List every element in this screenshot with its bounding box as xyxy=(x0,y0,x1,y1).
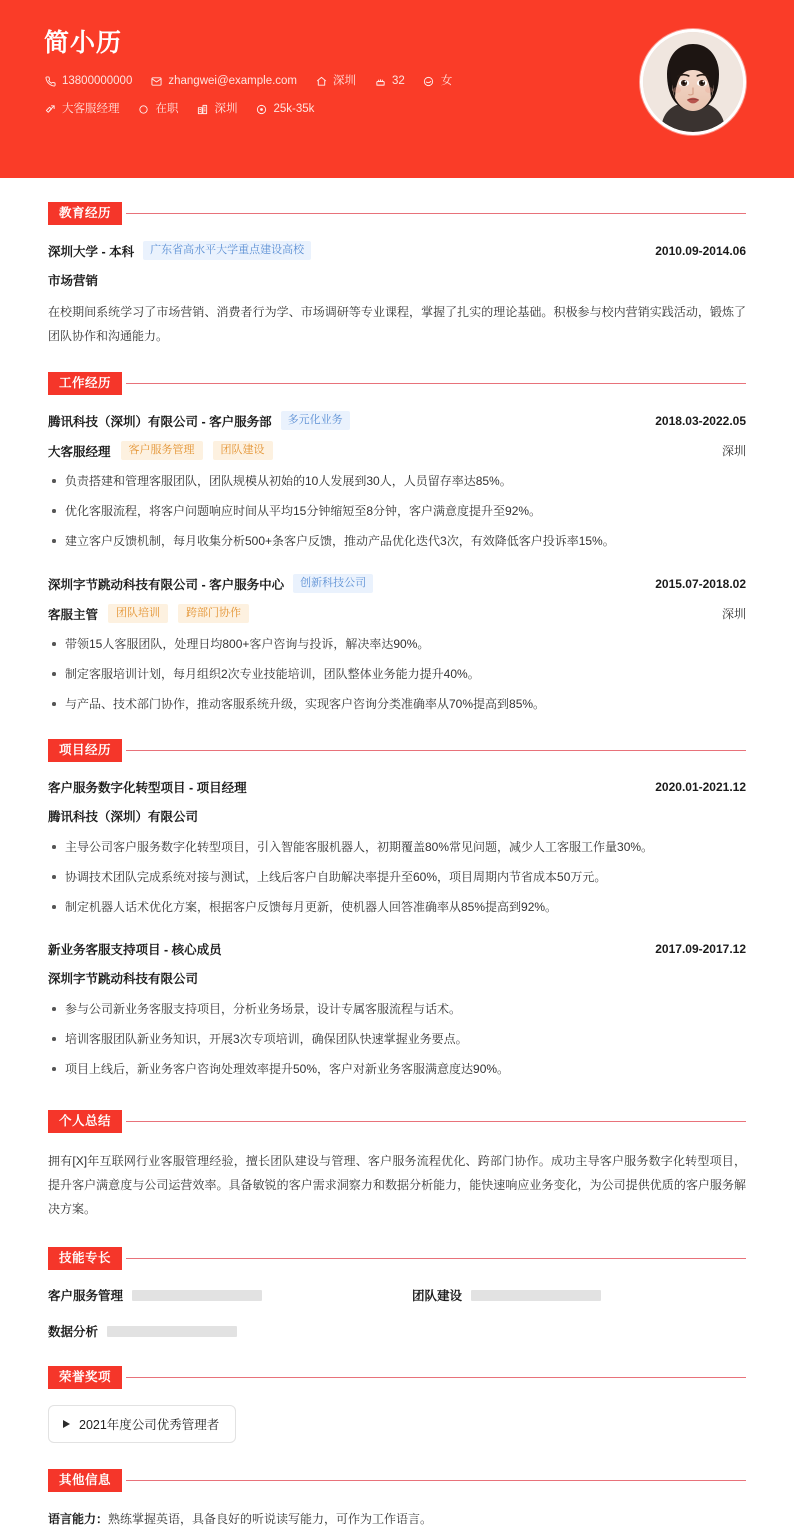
job-intent-text: 大客服经理 xyxy=(62,103,120,115)
work-company: 深圳字节跳动科技有限公司 - 客户服务中心 xyxy=(48,577,285,592)
project-date: 2017.09-2017.12 xyxy=(655,942,746,956)
section-header-projects xyxy=(48,739,746,762)
education-date: 2010.09-2014.06 xyxy=(655,243,746,258)
education-description: 在校期间系统学习了市场营销、消费者行为学、市场调研等专业课程，掌握了扎实的理论基础。积极参与校内营销实践活动，锻炼了团队协作和沟通能力。 xyxy=(48,305,746,343)
work-company: 腾讯科技（深圳）有限公司 - 客户服务部 xyxy=(48,414,272,429)
contact-phone xyxy=(44,72,132,90)
list-item: 制定客服培训计划，每月组织2次专业技能培训，团队整体业务能力提升40%。 xyxy=(48,663,746,685)
section-rule xyxy=(126,383,746,384)
section-rule xyxy=(126,750,746,751)
section-header-skills xyxy=(48,1247,746,1270)
list-item: 制定机器人话术优化方案，根据客户反馈每月更新，使机器人回答准确率从85%提高到92%。 xyxy=(48,896,746,918)
other-info-line xyxy=(48,1508,746,1530)
work-location: 深圳 xyxy=(721,607,746,621)
section-badge-work: 工作经历 xyxy=(48,372,122,395)
section-other xyxy=(48,1469,746,1530)
section-education xyxy=(48,202,746,348)
work-company-tag: 多元化业务 xyxy=(281,411,350,430)
work-skill-tag: 团队建设 xyxy=(213,441,273,460)
section-badge-education: 教育经历 xyxy=(48,202,122,225)
skill-progress-track xyxy=(471,1290,601,1301)
contact-row-primary xyxy=(44,72,624,90)
list-item: 培训客服团队新业务知识，开展3次专项培训，确保团队快速掌握业务要点。 xyxy=(48,1028,746,1050)
education-tag: 广东省高水平大学重点建设高校 xyxy=(143,241,311,260)
project-company: 深圳字节跳动科技有限公司 xyxy=(48,972,199,986)
section-rule xyxy=(126,1480,746,1481)
rocket-icon xyxy=(44,103,56,115)
work-entry-header xyxy=(48,574,746,593)
list-item: 与产品、技术部门协作，推动客服系统升级，实现客户咨询分类准确率从70%提高到85%。 xyxy=(48,693,746,715)
contact-age xyxy=(374,72,405,90)
section-work xyxy=(48,372,746,715)
avatar-portrait-icon xyxy=(643,32,743,132)
contact-gender-text: 女 xyxy=(440,75,453,87)
section-rule xyxy=(126,1377,746,1378)
list-item: 优化客服流程，将客户问题响应时间从平均15分钟缩短至8分钟，客户满意度提升至92%。 xyxy=(48,500,746,522)
section-badge-summary: 个人总结 xyxy=(48,1110,122,1133)
section-badge-skills: 技能专长 xyxy=(48,1247,122,1270)
list-item: 负责搭建和管理客服团队，团队规模从初始的10人发展到30人，人员留存率达85%。 xyxy=(48,470,746,492)
section-rule xyxy=(126,213,746,214)
contact-phone-text: 13800000000 xyxy=(62,75,133,87)
skill-progress-track xyxy=(132,1290,262,1301)
work-skill-tag: 客户服务管理 xyxy=(121,441,203,460)
work-skill-tag: 团队培训 xyxy=(108,604,168,623)
work-date: 2015.07-2018.02 xyxy=(655,576,746,591)
education-entry-left xyxy=(48,241,311,260)
expected-city xyxy=(197,100,238,118)
list-item: 参与公司新业务客服支持项目，分析业务场景，设计专属客服流程与话术。 xyxy=(48,998,746,1020)
skill-item xyxy=(412,1286,746,1304)
project-entry-header xyxy=(48,940,746,958)
contact-gender xyxy=(423,72,453,90)
contact-row-secondary xyxy=(44,100,624,118)
avatar xyxy=(640,29,746,135)
mail-icon xyxy=(150,75,162,87)
section-rule xyxy=(126,1121,746,1122)
work-role: 客服主管 xyxy=(48,607,99,622)
section-skills xyxy=(48,1247,746,1340)
section-header-honors xyxy=(48,1366,746,1389)
list-item: 建立客户反馈机制，每月收集分析500+条客户反馈，推动产品优化迭代3次，有效降低客户投诉率15%。 xyxy=(48,530,746,552)
work-bullets xyxy=(48,470,746,552)
job-status-text: 在职 xyxy=(155,103,179,115)
home-icon xyxy=(315,75,327,87)
header-content xyxy=(44,26,624,128)
list-item: 协调技术团队完成系统对接与测试，上线后客户自助解决率提升至60%，项目周期内节省成本50万元。 xyxy=(48,866,746,888)
project-entry xyxy=(48,940,746,1080)
skills-grid xyxy=(48,1286,746,1340)
project-entry-left xyxy=(48,940,222,958)
summary-text: 拥有[X]年互联网行业客服管理经验，擅长团队建设与管理、客户服务流程优化、跨部门协作。成功主导客户服务数字化转型项目，提升客户满意度与公司运营效率。具备敏锐的客户需求洞察力和数据分析能力，能快速响应业务变化，为公司提供优质的客户服务解决方案。 xyxy=(48,1154,746,1216)
city-icon xyxy=(197,103,209,115)
work-bullets xyxy=(48,633,746,715)
work-skill-tag: 跨部门协作 xyxy=(178,604,249,623)
job-intent xyxy=(44,100,120,118)
page-title: 简小历 xyxy=(44,29,123,57)
skill-label: 团队建设 xyxy=(412,1289,463,1303)
contact-email-text: zhangwei@example.com xyxy=(168,75,298,87)
cake-icon xyxy=(374,75,386,87)
project-entry-left xyxy=(48,778,247,796)
expected-salary xyxy=(256,100,315,118)
resume-body xyxy=(0,202,794,1530)
work-role-left xyxy=(48,441,273,460)
work-role-row xyxy=(48,441,746,460)
project-date: 2020.01-2021.12 xyxy=(655,780,746,794)
section-header-education xyxy=(48,202,746,225)
work-company-tag: 创新科技公司 xyxy=(293,574,373,593)
education-school: 深圳大学 - 本科 xyxy=(48,244,135,259)
contact-age-text: 32 xyxy=(392,75,405,87)
section-header-work xyxy=(48,372,746,395)
salary-icon xyxy=(256,103,268,115)
section-header-summary xyxy=(48,1110,746,1133)
section-projects xyxy=(48,739,746,1080)
list-item: 项目上线后，新业务客户咨询处理效率提升50%，客户对新业务客服满意度达90%。 xyxy=(48,1058,746,1080)
phone-icon xyxy=(44,75,56,87)
education-entry-header xyxy=(48,241,746,260)
education-entry xyxy=(48,241,746,348)
other-info-label: 语言能力： xyxy=(48,1512,109,1526)
list-item: 带领15人客服团队，处理日均800+客户咨询与投诉，解决率达90%。 xyxy=(48,633,746,655)
expected-salary-text: 25k-35k xyxy=(273,103,315,115)
honor-list xyxy=(48,1405,746,1443)
section-summary xyxy=(48,1110,746,1221)
work-entry-left xyxy=(48,411,350,430)
work-date: 2018.03-2022.05 xyxy=(655,413,746,428)
work-entry xyxy=(48,411,746,552)
section-honors xyxy=(48,1366,746,1443)
education-major: 市场营销 xyxy=(48,274,99,288)
section-badge-honors: 荣誉奖项 xyxy=(48,1366,122,1389)
project-company: 腾讯科技（深圳）有限公司 xyxy=(48,810,199,824)
skill-label: 数据分析 xyxy=(48,1325,99,1339)
skill-progress-track xyxy=(107,1326,237,1337)
work-entry-header xyxy=(48,411,746,430)
skill-label: 客户服务管理 xyxy=(48,1289,124,1303)
play-triangle-icon xyxy=(63,1420,70,1428)
honor-chip[interactable] xyxy=(48,1405,236,1443)
skill-item xyxy=(48,1286,382,1304)
work-entry xyxy=(48,574,746,715)
skill-item xyxy=(48,1322,382,1340)
project-bullets xyxy=(48,998,746,1080)
expected-city-text: 深圳 xyxy=(214,103,238,115)
work-role-left xyxy=(48,604,249,623)
status-icon xyxy=(138,103,150,115)
work-entry-left xyxy=(48,574,373,593)
project-entry-header xyxy=(48,778,746,796)
list-item: 主导公司客户服务数字化转型项目，引入智能客服机器人，初期覆盖80%常见问题，减少人工客服工作量30%。 xyxy=(48,836,746,858)
other-info-value: 熟练掌握英语，具备良好的听说读写能力，可作为工作语言。 xyxy=(108,1512,433,1526)
section-rule xyxy=(126,1258,746,1259)
section-badge-projects: 项目经历 xyxy=(48,739,122,762)
contact-hometown-text: 深圳 xyxy=(333,75,357,87)
avatar-photo xyxy=(643,32,743,132)
contact-hometown xyxy=(315,72,356,90)
work-role: 大客服经理 xyxy=(48,444,111,459)
project-title: 客户服务数字化转型项目 - 项目经理 xyxy=(48,781,247,795)
section-badge-other: 其他信息 xyxy=(48,1469,122,1492)
project-title: 新业务客服支持项目 - 核心成员 xyxy=(48,943,222,957)
gender-icon xyxy=(423,75,435,87)
honor-label: 2021年度公司优秀管理者 xyxy=(79,1418,220,1432)
work-role-row xyxy=(48,604,746,623)
contact-email xyxy=(150,72,297,90)
job-status xyxy=(138,100,179,118)
resume-header xyxy=(0,0,794,178)
project-entry xyxy=(48,778,746,918)
work-location: 深圳 xyxy=(721,444,746,458)
project-bullets xyxy=(48,836,746,918)
section-header-other xyxy=(48,1469,746,1492)
